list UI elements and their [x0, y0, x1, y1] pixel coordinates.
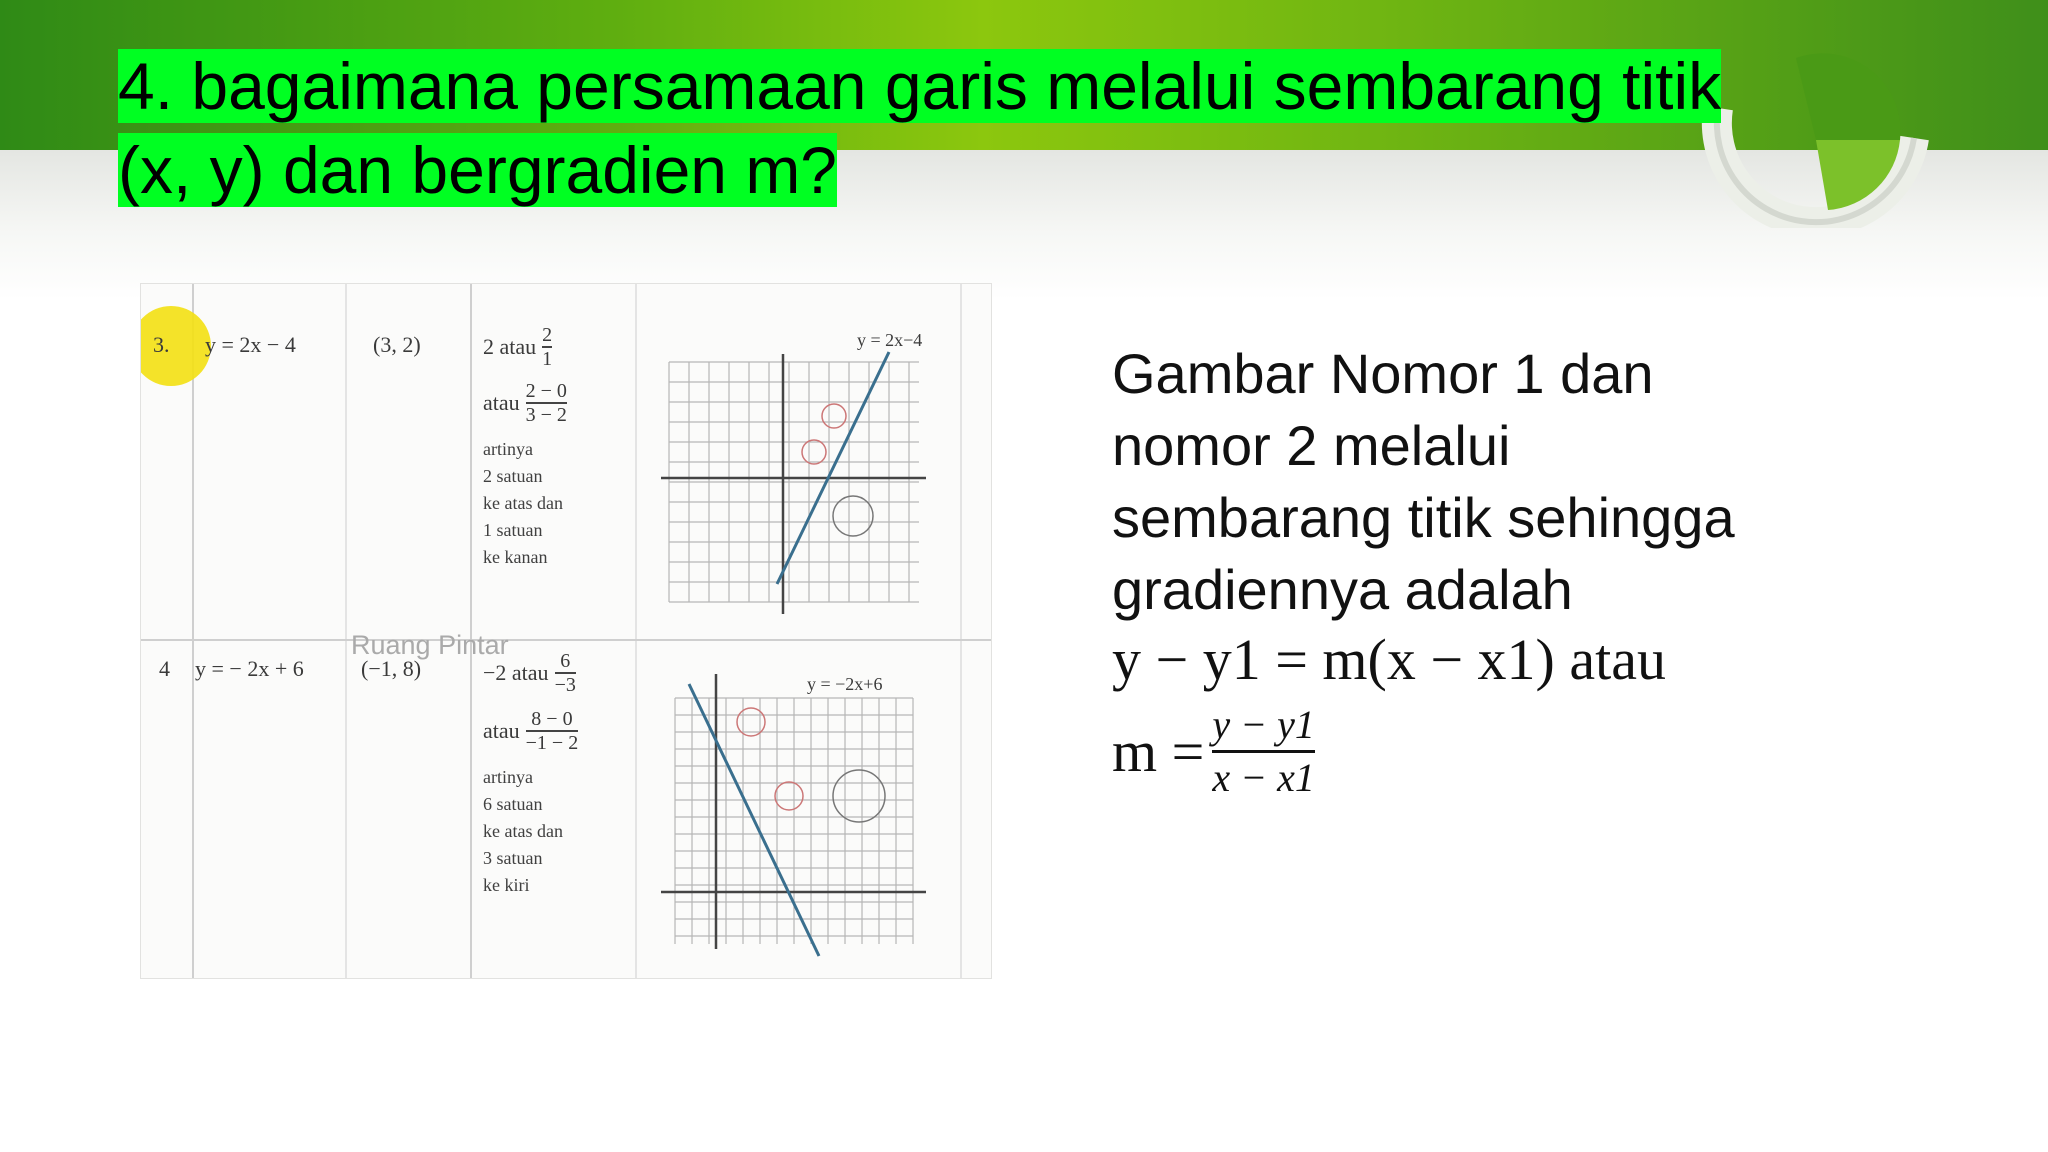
row4-point: (−1, 8) [361, 656, 422, 681]
row3-gradient-fraction [542, 324, 552, 370]
row4-alt-prefix: atau [483, 718, 520, 743]
row4-equation: y = − 2x + 6 [195, 656, 304, 681]
row4-alt-den: −1 − 2 [525, 732, 579, 754]
title-line-1: 4. bagaimana persamaan garis melalui sembarang titik [118, 49, 1722, 123]
explanation-text: Gambar Nomor 1 dan nomor 2 melalui sembarang titik sehingga gradiennya adalah [1112, 342, 1735, 621]
gradient-fraction [1212, 700, 1315, 803]
gradient-numerator: y − y1 [1212, 702, 1315, 747]
row3-alt-gradient [483, 380, 567, 426]
row3-steps: artinya 2 satuan ke atas dan 1 satuan ke kanan [483, 439, 563, 567]
row4-alt-gradient [483, 708, 578, 754]
row4-steps: artinya 6 satuan ke atas dan 3 satuan ke kiri [483, 767, 563, 895]
row4-number: 4 [159, 656, 170, 681]
m-label: m = [1112, 719, 1205, 784]
row3-gradient-den: 1 [542, 348, 553, 370]
row4-gradient-fraction [555, 650, 576, 696]
row4-gradient-den: −3 [554, 674, 576, 696]
row3-gradient-prefix: 2 atau [483, 334, 537, 359]
row3-graph-label: y = 2x−4 [857, 330, 923, 350]
row3-alt-prefix: atau [483, 390, 520, 415]
gradient-formula [1112, 700, 1315, 803]
row4-alt-fraction [526, 708, 579, 754]
line-equation-formula: y − y1 = m(x − x1) atau [1112, 627, 1666, 692]
row4-gradient-num: 6 [560, 650, 571, 672]
row4-alt-num: 8 − 0 [531, 708, 573, 730]
row3-gradient-num: 2 [542, 324, 553, 346]
row3-alt-fraction [526, 380, 567, 426]
row4-gradient-prefix: −2 atau [483, 660, 549, 685]
watermark: Ruang Pintar [351, 630, 509, 660]
row3-gradient [483, 324, 552, 370]
slide-title [118, 44, 1828, 212]
worksheet-image [140, 283, 992, 979]
row3-alt-den: 3 − 2 [525, 404, 567, 426]
row3-point: (3, 2) [373, 332, 421, 357]
row3-alt-num: 2 − 0 [525, 380, 567, 402]
gradient-denominator: x − x1 [1212, 755, 1315, 800]
title-line-2: (x, y) dan bergradien m? [118, 133, 838, 207]
row3-number: 3. [153, 332, 170, 357]
row4-graph-label: y = −2x+6 [807, 674, 883, 694]
row3-equation: y = 2x − 4 [205, 332, 296, 357]
